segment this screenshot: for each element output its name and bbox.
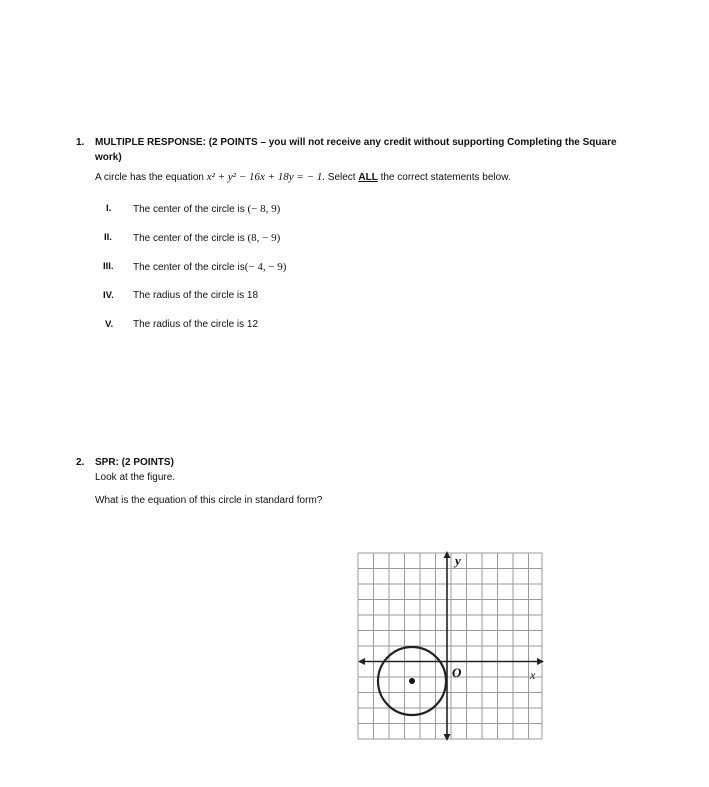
option-text bbox=[133, 319, 258, 330]
option-text bbox=[133, 290, 258, 301]
option-text bbox=[133, 232, 280, 244]
q1-prompt bbox=[95, 171, 511, 185]
option-roman: I. bbox=[106, 203, 112, 214]
option-math: (− 4, − 9) bbox=[244, 261, 287, 273]
q1-prompt-select: Select bbox=[327, 172, 356, 183]
q1-equation: x² + y² − 16x + 18y = − 1. bbox=[206, 171, 325, 183]
origin-label: O bbox=[452, 665, 462, 680]
center-point bbox=[409, 678, 415, 684]
option-label: The radius of the circle is 18 bbox=[133, 290, 259, 301]
q1-heading-cont: work) bbox=[95, 152, 122, 163]
option-text bbox=[133, 261, 286, 273]
option-roman: IV. bbox=[103, 290, 114, 301]
q2-number: 2. bbox=[76, 457, 85, 468]
option-text bbox=[133, 203, 280, 215]
option-roman: V. bbox=[105, 319, 114, 330]
q2-line1: Look at the figure. bbox=[95, 472, 176, 483]
option-roman: III. bbox=[103, 261, 114, 272]
option-roman: II. bbox=[104, 232, 112, 243]
option-label: The center of the circle is bbox=[133, 233, 245, 244]
q1-prompt-suffix: the correct statements below. bbox=[380, 172, 511, 183]
option-label: The center of the circle is bbox=[133, 204, 245, 215]
option-label: The radius of the circle is 12 bbox=[133, 319, 259, 330]
q1-prompt-prefix: A circle has the equation bbox=[95, 172, 204, 183]
y-axis-label: y bbox=[455, 553, 461, 568]
option-math: (− 8, 9) bbox=[247, 203, 281, 215]
q2-heading: SPR: (2 POINTS) bbox=[95, 457, 174, 468]
q2-line2: What is the equation of this circle in standard form? bbox=[95, 495, 323, 506]
option-math: (8, − 9) bbox=[247, 232, 281, 244]
q1-prompt-all: ALL bbox=[358, 172, 378, 183]
q1-heading: MULTIPLE RESPONSE: (2 POINTS – you will not receive any credit without supporting Completing the Square bbox=[95, 137, 617, 148]
option-label: The center of the circle is bbox=[133, 262, 245, 273]
circle-graph bbox=[356, 551, 544, 741]
q1-number: 1. bbox=[76, 137, 85, 148]
x-axis-label: x bbox=[530, 668, 536, 682]
grid bbox=[358, 553, 542, 739]
